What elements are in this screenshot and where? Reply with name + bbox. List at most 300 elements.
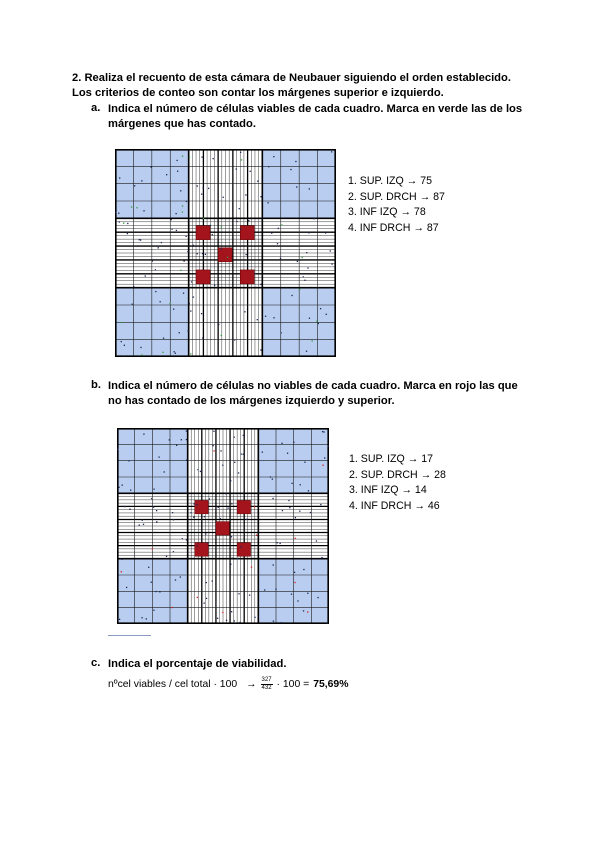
cell-dot	[148, 567, 149, 568]
cell-dot	[129, 509, 130, 510]
cell-dot	[257, 180, 258, 181]
cell-dot	[320, 308, 321, 309]
cell-dot	[212, 234, 213, 235]
cell-dot	[281, 622, 282, 623]
cell-dot	[244, 311, 245, 312]
cell-dot	[215, 603, 216, 604]
cell-dot	[326, 314, 327, 315]
cell-dot	[294, 582, 295, 583]
cell-dot	[236, 168, 237, 169]
cell-dot	[278, 228, 279, 229]
cell-dot	[267, 202, 268, 203]
cell-dot	[141, 180, 142, 181]
cell-dot	[237, 558, 238, 559]
cell-dot	[152, 548, 153, 549]
cell-dot	[279, 543, 280, 544]
cell-dot	[130, 489, 131, 490]
cell-dot	[308, 490, 309, 491]
cell-dot	[183, 260, 184, 261]
cell-dot	[173, 519, 174, 520]
cell-dot	[141, 617, 142, 618]
cell-dot	[217, 618, 218, 619]
cell-dot	[155, 591, 156, 592]
cell-dot	[264, 589, 265, 590]
cell-dot	[202, 253, 203, 254]
cell-dot	[173, 551, 174, 552]
cell-dot	[302, 257, 303, 258]
cell-dot	[254, 506, 255, 507]
cell-dot	[139, 524, 140, 525]
cell-dot	[280, 332, 281, 333]
cell-dot	[275, 589, 276, 590]
cell-dot	[134, 185, 135, 186]
cell-dot	[240, 152, 241, 153]
cell-dot	[209, 498, 210, 499]
formula-fraction	[261, 677, 273, 692]
cell-dot	[231, 503, 232, 504]
cell-dot	[282, 510, 283, 511]
cell-dot	[128, 460, 129, 461]
cell-dot	[189, 157, 190, 158]
cell-dot	[331, 151, 332, 152]
neubauer-grid-svg-a	[115, 149, 336, 357]
cell-dot	[117, 449, 118, 450]
item-c-letter: c.	[91, 657, 101, 669]
cell-dot	[162, 352, 163, 353]
cell-dot	[220, 518, 221, 519]
cell-dot	[180, 576, 181, 577]
cell-dot	[220, 248, 221, 249]
cell-dot	[322, 465, 323, 466]
cell-dot	[251, 567, 252, 568]
cell-dot	[156, 521, 157, 522]
item-c-text: Indica el porcentaje de viabilidad.	[108, 658, 287, 670]
cell-dot	[197, 469, 198, 470]
cell-dot	[238, 593, 239, 594]
cell-dot	[248, 220, 249, 221]
cell-dot	[250, 171, 251, 172]
neubauer-grid-svg-b	[117, 428, 329, 624]
cell-dot	[272, 478, 273, 479]
cell-dot	[299, 289, 300, 290]
cell-dot	[213, 450, 214, 451]
item-b-text	[108, 379, 588, 409]
counting-square	[240, 270, 254, 284]
cell-dot	[123, 223, 124, 224]
cell-dot	[222, 465, 223, 466]
cell-dot	[262, 452, 263, 453]
cell-dot	[273, 156, 274, 157]
formula-mid: · 100 =	[276, 678, 310, 690]
viable-count-sup-izq: 1. SUP. IZQ → 75	[348, 175, 432, 187]
cell-dot	[306, 351, 307, 352]
cell-dot	[177, 171, 178, 172]
cell-dot	[140, 239, 141, 240]
cell-dot	[118, 213, 119, 214]
cell-dot	[236, 221, 237, 222]
cell-dot	[300, 484, 301, 485]
cell-dot	[260, 349, 261, 350]
cell-dot	[121, 322, 122, 323]
formula-left: nºcel viables / cel total · 100	[108, 678, 238, 690]
cell-dot	[176, 160, 177, 161]
cell-dot	[150, 166, 151, 167]
image-underline	[108, 635, 151, 636]
cell-dot	[155, 291, 156, 292]
cell-dot	[155, 269, 156, 270]
counting-square	[196, 226, 210, 240]
cell-dot	[260, 196, 261, 197]
cell-dot	[121, 559, 122, 560]
cell-dot	[295, 517, 296, 518]
cell-dot	[204, 516, 205, 517]
cell-dot	[325, 232, 326, 233]
cell-dot	[330, 250, 331, 251]
cell-dot	[190, 353, 191, 354]
cell-dot	[186, 236, 187, 237]
cell-dot	[273, 564, 274, 565]
cell-dot	[140, 347, 141, 348]
cell-dot	[186, 430, 187, 431]
viable-count-sup-drch: 2. SUP. DRCH → 87	[348, 190, 445, 203]
non-viable-count-list	[349, 452, 446, 514]
cell-dot	[245, 254, 246, 255]
cell-dot	[119, 177, 120, 178]
cell-dot	[163, 338, 164, 339]
cell-dot	[121, 571, 122, 572]
cell-dot	[307, 611, 308, 612]
cell-dot	[174, 351, 175, 352]
cell-dot	[194, 503, 195, 504]
cell-dot	[142, 520, 143, 521]
cell-dot	[119, 221, 120, 222]
counting-square	[216, 522, 229, 535]
cell-dot	[277, 542, 278, 543]
cell-dot	[287, 453, 288, 454]
cell-dot	[210, 225, 211, 226]
cell-dot	[171, 229, 172, 230]
cell-dot	[231, 611, 232, 612]
cell-dot	[118, 487, 119, 488]
cell-dot	[239, 622, 240, 623]
viable-count-list	[348, 174, 445, 236]
cell-dot	[205, 254, 206, 255]
cell-dot	[293, 442, 294, 443]
cell-dot	[164, 471, 165, 472]
viable-count-inf-drch: 4. INF DRCH → 87	[348, 221, 439, 234]
cell-dot	[234, 339, 235, 340]
viable-count-inf-izq: 3. INF IZQ → 78	[348, 206, 426, 218]
cell-dot	[172, 607, 173, 608]
cell-dot	[289, 507, 290, 508]
cell-dot	[321, 557, 322, 558]
cell-dot	[331, 263, 332, 264]
cell-dot	[273, 621, 274, 622]
cell-dot	[159, 301, 160, 302]
cell-dot	[202, 337, 203, 338]
cell-dot	[245, 194, 246, 195]
cell-dot	[151, 582, 152, 583]
cell-dot	[121, 341, 122, 342]
cell-dot	[158, 456, 159, 457]
non-viable-count-inf-drch: 4. INF DRCH → 46	[349, 499, 440, 512]
cell-dot	[182, 211, 183, 212]
cell-dot	[322, 431, 323, 432]
cell-dot	[281, 224, 282, 225]
neubauer-chamber-grid-b	[117, 428, 329, 624]
non-viable-count-sup-drch: 2. SUP. DRCH → 28	[349, 468, 446, 481]
cell-dot	[234, 620, 235, 621]
cell-dot	[196, 504, 197, 505]
cell-dot	[296, 186, 297, 187]
cell-dot	[180, 270, 181, 271]
cell-dot	[243, 435, 244, 436]
cell-dot	[249, 594, 250, 595]
cell-dot	[182, 205, 183, 206]
cell-dot	[222, 612, 223, 613]
non-viable-count-inf-izq: 3. INF IZQ → 14	[349, 484, 427, 496]
item-b-text-line2: no has contado de los márgenes izquierdo y superior.	[108, 395, 395, 407]
cell-dot	[127, 223, 128, 224]
cell-dot	[175, 213, 176, 214]
cell-dot	[214, 285, 215, 286]
cell-dot	[290, 169, 291, 170]
cell-dot	[124, 506, 125, 507]
cell-dot	[323, 431, 324, 432]
cell-dot	[227, 257, 228, 258]
cell-dot	[226, 620, 227, 621]
counting-square	[237, 543, 250, 556]
cell-dot	[280, 258, 281, 259]
item-a-text	[108, 102, 588, 132]
cell-dot	[240, 546, 241, 547]
cell-dot	[191, 281, 192, 282]
cell-dot	[232, 557, 233, 558]
cell-dot	[151, 498, 152, 499]
cell-dot	[318, 323, 319, 324]
cell-dot	[175, 353, 176, 354]
cell-dot	[223, 150, 224, 151]
cell-dot	[254, 273, 255, 274]
counting-square	[240, 226, 254, 240]
cell-dot	[200, 471, 201, 472]
cell-dot	[166, 174, 167, 175]
cell-dot	[173, 309, 174, 310]
cell-dot	[166, 556, 167, 557]
cell-dot	[221, 226, 222, 227]
cell-dot	[206, 598, 207, 599]
cell-dot	[126, 587, 127, 588]
cell-dot	[201, 313, 202, 314]
cell-dot	[202, 187, 203, 188]
cell-dot	[143, 434, 144, 435]
cell-dot	[181, 439, 182, 440]
cell-dot	[187, 251, 188, 252]
cell-dot	[297, 261, 298, 262]
cell-dot	[197, 545, 198, 546]
cell-dot	[328, 446, 329, 447]
cell-dot	[254, 617, 255, 618]
cell-dot	[201, 157, 202, 158]
cell-dot	[145, 275, 146, 276]
cell-dot	[143, 210, 144, 211]
cell-dot	[297, 600, 298, 601]
question-heading-line1: 2. Realiza el recuento de esta cámara de Neubauer siguiendo el orden establecido.	[72, 72, 511, 84]
cell-dot	[220, 450, 221, 451]
neubauer-chamber-grid-a	[115, 149, 336, 357]
cell-dot	[207, 542, 208, 543]
cell-dot	[158, 247, 159, 248]
cell-dot	[124, 345, 125, 346]
cell-dot	[143, 524, 144, 525]
formula-arrow: →	[246, 678, 257, 690]
cell-dot	[175, 579, 176, 580]
cell-dot	[307, 267, 308, 268]
cell-dot	[239, 208, 240, 209]
cell-dot	[203, 602, 204, 603]
cell-dot	[320, 504, 321, 505]
cell-dot	[234, 437, 235, 438]
cell-dot	[176, 230, 177, 231]
cell-dot	[119, 619, 120, 620]
cell-dot	[270, 476, 271, 477]
cell-dot	[311, 340, 312, 341]
cell-dot	[186, 459, 187, 460]
cell-dot	[182, 156, 183, 157]
cell-dot	[201, 194, 202, 195]
cell-dot	[277, 243, 278, 244]
cell-dot	[309, 318, 310, 319]
cell-dot	[153, 610, 154, 611]
cell-dot	[313, 218, 314, 219]
cell-dot	[190, 512, 191, 513]
cell-dot	[169, 439, 170, 440]
cell-dot	[288, 500, 289, 501]
cell-dot	[156, 510, 157, 511]
cell-dot	[136, 207, 137, 208]
cell-dot	[294, 572, 295, 573]
cell-dot	[243, 454, 244, 455]
cell-dot	[213, 158, 214, 159]
item-a-text-line1: Indica el número de células viables de cada cuadro. Marca en verde las de los	[108, 103, 523, 115]
cell-dot	[187, 330, 188, 331]
cell-dot	[272, 498, 273, 499]
counting-square	[218, 248, 232, 262]
cell-dot	[271, 232, 272, 233]
cell-dot	[303, 610, 304, 611]
cell-dot	[303, 276, 304, 277]
cell-dot	[324, 457, 325, 458]
item-b-text-line1: Indica el número de células no viables de cada cuadro. Marca en rojo las que	[108, 380, 518, 392]
cell-dot	[303, 569, 304, 570]
cell-dot	[231, 536, 232, 537]
cell-dot	[218, 324, 219, 325]
cell-dot	[257, 319, 258, 320]
cell-dot	[309, 188, 310, 189]
cell-dot	[133, 286, 134, 287]
cell-dot	[327, 623, 328, 624]
cell-dot	[115, 212, 116, 213]
cell-dot	[122, 484, 123, 485]
cell-dot	[186, 201, 187, 202]
cell-dot	[176, 445, 177, 446]
non-viable-count-sup-izq: 1. SUP. IZQ → 17	[349, 453, 433, 465]
cell-dot	[208, 188, 209, 189]
cell-dot	[189, 303, 190, 304]
cell-dot	[152, 261, 153, 262]
question-heading	[72, 71, 592, 101]
cell-dot	[241, 159, 242, 160]
cell-dot	[260, 284, 261, 285]
counting-square	[237, 500, 250, 513]
item-a-text-line2: márgenes que has contado.	[108, 118, 256, 130]
cell-dot	[241, 453, 242, 454]
cell-dot	[299, 510, 300, 511]
cell-dot	[316, 320, 317, 321]
item-a-letter: a.	[91, 102, 101, 114]
cell-dot	[203, 218, 204, 219]
cell-dot	[256, 534, 257, 535]
viability-formula	[108, 673, 348, 695]
cell-dot	[246, 519, 247, 520]
cell-dot	[205, 533, 206, 534]
cell-dot	[317, 597, 318, 598]
cell-dot	[281, 443, 282, 444]
cell-dot	[197, 597, 198, 598]
cell-dot	[206, 582, 207, 583]
counting-square	[195, 543, 208, 556]
cell-dot	[153, 506, 154, 507]
cell-dot	[193, 517, 194, 518]
cell-dot	[265, 316, 266, 317]
counting-square	[195, 500, 208, 513]
cell-dot	[183, 293, 184, 294]
cell-dot	[171, 219, 172, 220]
item-b-letter: b.	[91, 379, 101, 391]
cell-dot	[227, 508, 228, 509]
cell-dot	[193, 296, 194, 297]
cell-dot	[141, 354, 142, 355]
cell-dot	[273, 317, 274, 318]
cell-dot	[213, 445, 214, 446]
cell-dot	[230, 564, 231, 565]
cell-dot	[291, 594, 292, 595]
cell-dot	[213, 431, 214, 432]
cell-dot	[268, 166, 269, 167]
cell-dot	[234, 462, 235, 463]
cell-dot	[172, 512, 173, 513]
cell-dot	[115, 197, 116, 198]
cell-dot	[306, 252, 307, 253]
cell-dot	[218, 354, 219, 355]
cell-dot	[193, 245, 194, 246]
cell-dot	[186, 439, 187, 440]
cell-dot	[291, 295, 292, 296]
cell-dot	[182, 538, 183, 539]
cell-dot	[169, 303, 170, 304]
cell-dot	[159, 591, 160, 592]
cell-dot	[179, 332, 180, 333]
cell-dot	[153, 489, 154, 490]
counting-square	[196, 270, 210, 284]
cell-dot	[161, 242, 162, 243]
cell-dot	[197, 253, 198, 254]
fraction-denominator: 432	[261, 684, 272, 691]
fraction-numerator: 327	[261, 676, 272, 683]
cell-dot	[180, 190, 181, 191]
cell-dot	[304, 280, 305, 281]
cell-dot	[186, 539, 187, 540]
